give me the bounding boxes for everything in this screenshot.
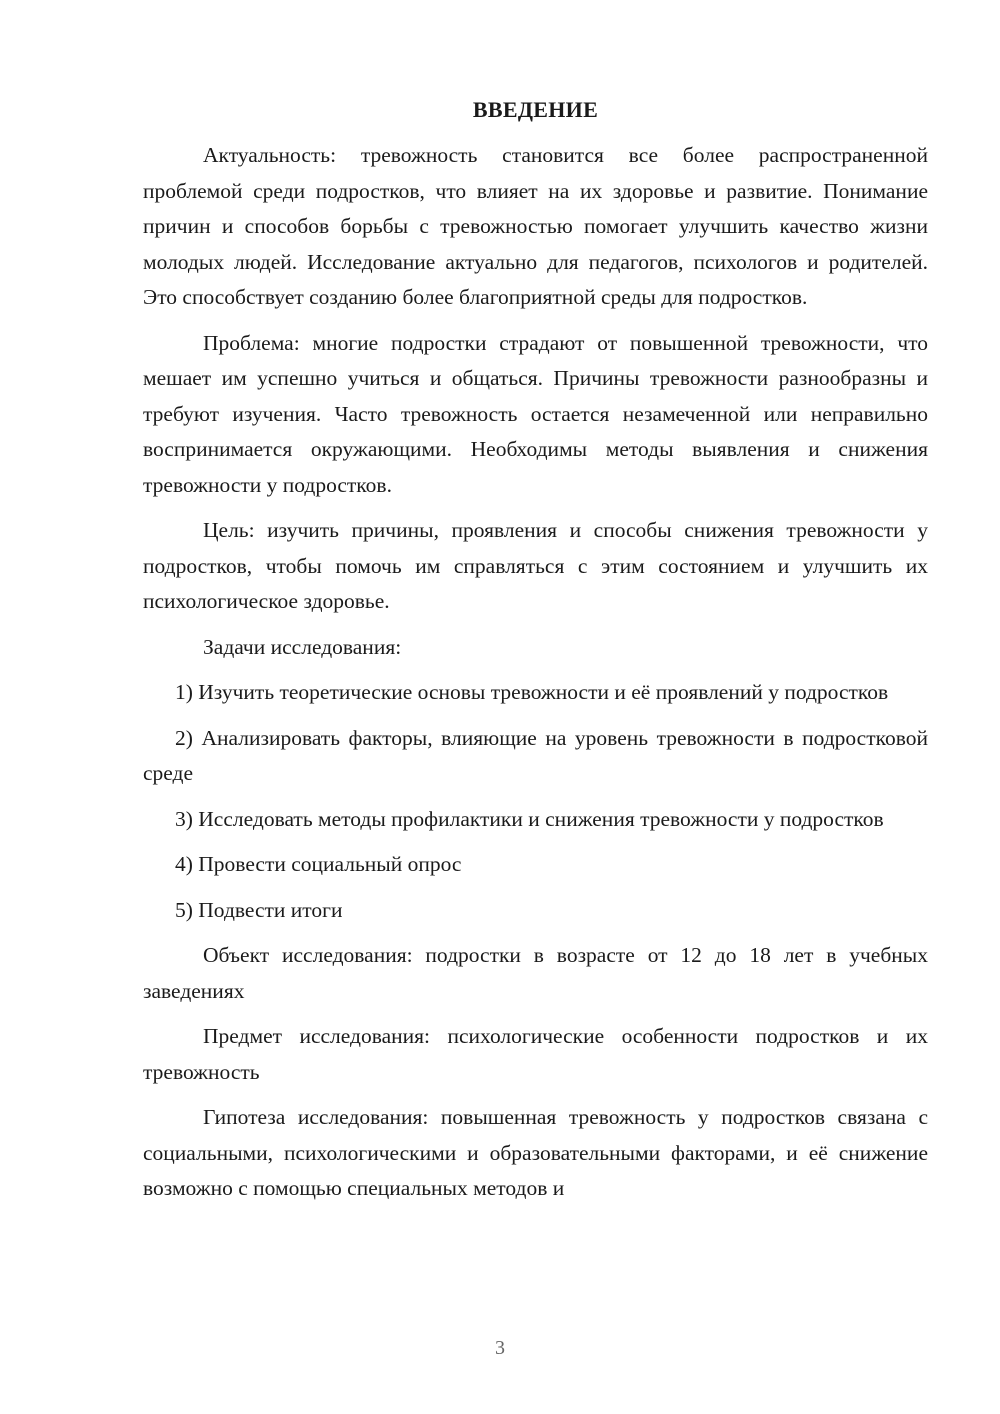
hypothesis-paragraph: Гипотеза исследования: повышенная тревожность у подростков связана с социальными, психологическими и образовательными факторами, и её снижение возможно с помощью специальных методов и bbox=[143, 1105, 928, 1200]
task-item-1: 1) Изучить теоретические основы тревожности и её проявлений у подростков bbox=[175, 680, 889, 704]
task-item-3: 3) Исследовать методы профилактики и снижения тревожности у подростков bbox=[175, 806, 884, 831]
task-item-2: 2) Анализировать факторы, влияющие на уровень тревожности в подростковой среде bbox=[143, 725, 928, 785]
page-number: 3 bbox=[495, 1337, 505, 1359]
page-title: ВВЕДЕНИЕ bbox=[472, 97, 599, 122]
goal-paragraph: Цель: изучить причины, проявления и способы снижения тревожности у подростков, чтобы помочь им справляться с этим состоянием и улучшить их психологическое здоровье. bbox=[143, 518, 928, 613]
document-page bbox=[143, 92, 928, 1207]
relevance-paragraph: Актуальность: тревожность становится все более распространенной проблемой среди подростков, что влияет на их здоровье и развитие. Понимание причин и способов борьбы с тревожностью помогает улучшить качество жизни молодых людей. Исследование актуально для педагогов, психологов и родителей. Это способствует созданию более благоприятной среды для подростков. bbox=[143, 143, 928, 309]
problem-paragraph: Проблема: многие подростки страдают от повышенной тревожности, что мешает им успешно учиться и общаться. Причины тревожности разнообразны и требуют изучения. Часто тревожность остается незамеченной или неправильно воспринимается окружающими. Необходимы методы выявления и снижения тревожности у подростков. bbox=[143, 330, 928, 497]
tasks-heading: Задачи исследования: bbox=[203, 634, 402, 659]
object-paragraph: Объект исследования: подростки в возрасте от 12 до 18 лет в учебных заведениях bbox=[143, 943, 928, 1003]
task-item-5: 5) Подвести итоги bbox=[175, 897, 343, 922]
task-item-4: 4) Провести социальный опрос bbox=[175, 852, 462, 876]
subject-paragraph: Предмет исследования: психологические особенности подростков и их тревожность bbox=[143, 1024, 928, 1084]
